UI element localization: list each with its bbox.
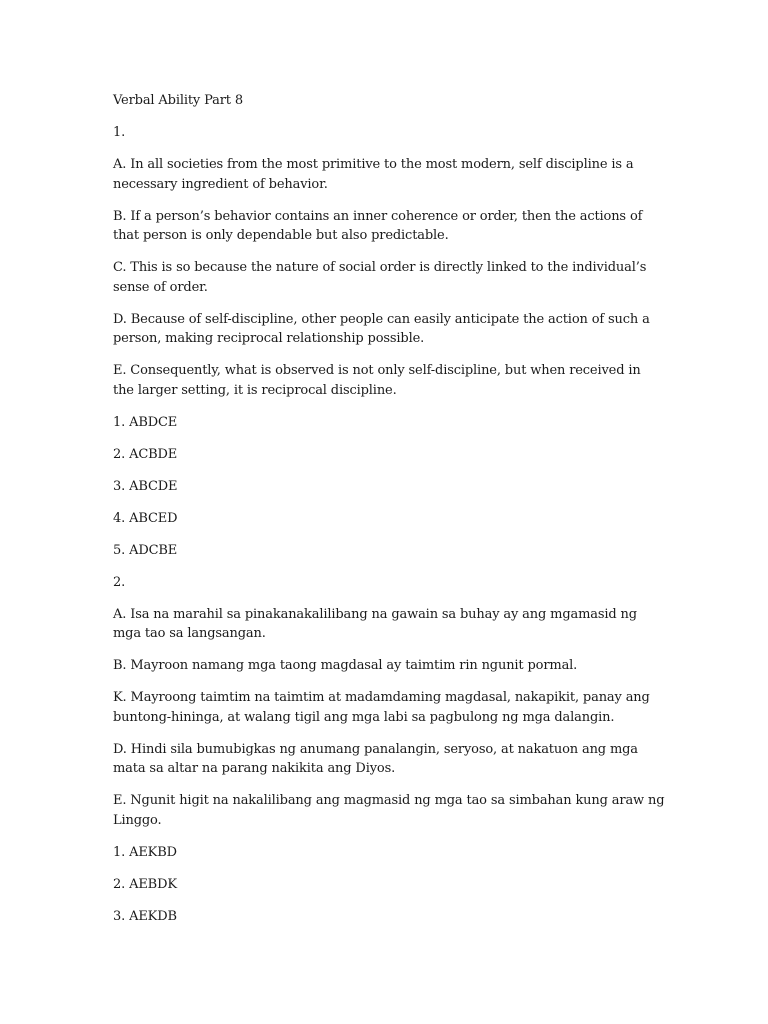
- answer-choice: 2. ACBDE: [113, 446, 178, 462]
- answer-choice: 5. ADCBE: [113, 542, 178, 558]
- answer-choice: 3. AEKDB: [113, 908, 177, 924]
- statement-k: K. Mayroong taimtim na taimtim at madamdaming magdasal, nakapikit, panay ang buntong-hininga, at walang tigil ang mga labi sa pagbulong ng mga dalangin.: [113, 690, 650, 725]
- statement-e: E. Consequently, what is observed is not only self-discipline, but when received in the larger setting, it is reciprocal discipline.: [113, 363, 641, 398]
- statement-b: B. If a person’s behavior contains an inner coherence or order, then the actions of that person is only dependable but also predictable.: [113, 208, 643, 243]
- statement-a: A. In all societies from the most primitive to the most modern, self discipline is a necessary ingredient of behavior.: [113, 157, 634, 192]
- question-number: 1.: [113, 125, 126, 140]
- answer-choice: 1. AEKBD: [113, 844, 177, 860]
- statement-b: B. Mayroon namang mga taong magdasal ay taimtim rin ngunit pormal.: [113, 658, 578, 673]
- answer-choice: 3. ABCDE: [113, 478, 178, 494]
- answer-choice: 4. ABCED: [113, 510, 178, 526]
- statement-c: C. This is so because the nature of social order is directly linked to the individual’s sense of order.: [113, 260, 647, 295]
- document-body: [113, 91, 665, 939]
- statement-d: D. Because of self-discipline, other people can easily anticipate the action of such a person, making reciprocal relationship possible.: [113, 311, 650, 346]
- document-title: Verbal Ability Part 8: [113, 93, 243, 108]
- statement-e: E. Ngunit higit na nakalilibang ang magmasid ng mga tao sa simbahan kung araw ng Linggo.: [113, 793, 665, 828]
- statement-d: D. Hindi sila bumubigkas ng anumang panalangin, seryoso, at nakatuon ang mga mata sa altar na parang nakikita ang Diyos.: [113, 741, 638, 776]
- statement-a: A. Isa na marahil sa pinakanakalilibang na gawain sa buhay ay ang mgamasid ng mga tao sa langsangan.: [113, 606, 637, 641]
- answer-choice: 2. AEBDK: [113, 876, 177, 892]
- question-number: 2.: [113, 574, 126, 590]
- answer-choice: 1. ABDCE: [113, 414, 178, 430]
